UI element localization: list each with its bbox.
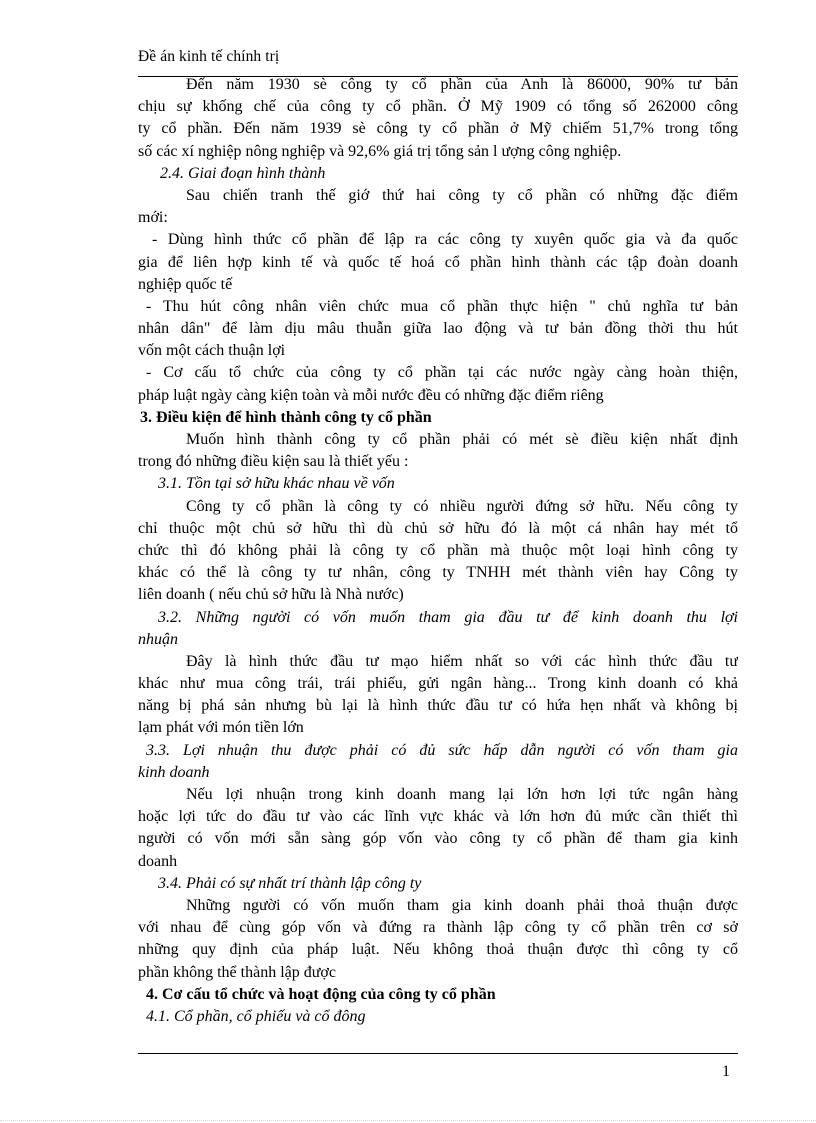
text-line: vốn một cách thuận lợi [138, 342, 286, 360]
text-line: Đây là hình thức đầu tư mạo hiểm nhất so với các hình thức đầu tư [186, 652, 738, 670]
subsection-heading: 2.4. Giai đoạn hình thành [160, 164, 326, 182]
text-line: - Dùng hình thức cổ phần để lập ra các công ty xuyên quốc gia và đa quốc [152, 231, 738, 249]
text-line: người có vốn mới sẵn sàng góp vốn vào công ty cổ phần để tham gia kinh [138, 830, 738, 848]
text-line: liên doanh ( nếu chủ sở hữu là Nhà nước) [138, 586, 404, 604]
subsection-heading: 3.2. Những người có vốn muốn tham gia đầu tư để kinh doanh thu lợi [158, 608, 738, 626]
text-line: trong đó những điều kiện sau là thiết yếu : [138, 453, 409, 471]
text-line: Đến năm 1930 sè công ty cổ phần của Anh là 86000, 90% tư bản [186, 76, 738, 93]
text-line: số các xí nghiệp nông nghiệp và 92,6% giá trị tổng sản l ượng công nghiệp. [138, 142, 622, 160]
text-line: chức thì đó không phải là công ty cổ phần mà thuộc một loại hình công ty [138, 541, 738, 559]
text-line: ty cổ phần. Đến năm 1939 sè công ty cổ phần ở Mỹ chiếm 51,7% trong tổng [138, 120, 738, 138]
subsection-heading: 4.1. Cổ phần, cổ phiếu và cổ đông [146, 1007, 366, 1025]
subsection-heading: 3.4. Phải có sự nhất trí thành lập công ty [158, 874, 422, 892]
text-line: gia để liên hợp kinh tế và quốc tế hoá cổ phần hình thành các tập đoàn doanh [138, 253, 738, 271]
subsection-heading: nhuận [138, 630, 178, 648]
text-line: khác như mua công trái, trái phiếu, gửi ngân hàng... Trong kinh doanh có khả [138, 675, 738, 693]
header-title: Đề án kinh tế chính trị [138, 48, 280, 65]
text-line: Nếu lợi nhuận trong kinh doanh mang lại lớn hơn lợi tức ngân hàng [186, 786, 738, 803]
text-line: pháp luật ngày càng kiện toàn và mỗi nước đều có những đặc điểm riêng [138, 386, 604, 404]
text-line: nhân dân" để làm dịu mâu thuẫn giữa lao động và tư bản đồng thời thu hút [138, 320, 738, 338]
footer-rule [138, 1053, 738, 1054]
text-line: - Thu hút công nhân viên chức mua cổ phần thực hiện " chủ nghĩa tư bản [146, 297, 738, 315]
text-line: lạm phát với món tiền lớn [138, 719, 304, 737]
section-heading: 3. Điều kiện để hình thành công ty cổ phần [140, 408, 432, 426]
text-line: Sau chiến tranh thế giớ thứ hai công ty cổ phần có những đặc điểm [186, 186, 738, 204]
text-line: Những người có vốn muốn tham gia kinh doanh phải thoả thuận được [186, 896, 738, 914]
text-line: Muốn hình thành công ty cổ phần phải có mét sè điều kiện nhất định [186, 431, 738, 448]
subsection-heading: 3.1. Tồn tại sở hữu khác nhau về vốn [158, 475, 395, 493]
body-text [138, 74, 738, 1028]
page-number: 1 [722, 1063, 730, 1080]
text-line: doanh [138, 852, 178, 870]
text-line: năng bị phá sản nhưng bù lại là hình thức đầu tư có hứa hẹn nhất và không bị [138, 697, 738, 715]
text-line: mới: [138, 209, 168, 227]
text-line: chịu sự khống chế của công ty cổ phần. Ở Mỹ 1909 có tổng số 262000 công [138, 98, 738, 116]
text-line: phần không thể thành lập được [138, 963, 336, 981]
subsection-heading: kinh doanh [138, 763, 210, 781]
text-line: Công ty cổ phần là công ty có nhiều người đứng sở hữu. Nếu công ty [186, 497, 738, 515]
text-line: - Cơ cấu tổ chức của công ty cổ phần tại các nước ngày càng hoàn thiện, [146, 364, 738, 382]
subsection-heading: 3.3. Lợi nhuận thu được phải có đủ sức hấp dẫn người có vốn tham gia [146, 741, 738, 759]
text-line: chỉ thuộc một chủ sở hữu thì dù chủ sở hữu đó là một cá nhân hay mét tổ [138, 519, 738, 537]
text-line: với nhau để cùng góp vốn và đứng ra thành lập công ty cổ phần trên cơ sở [138, 919, 738, 937]
text-line: nghiệp quốc tế [138, 275, 233, 293]
text-line: khác có thể là công ty tư nhân, công ty TNHH mét thành viên hay Công ty [138, 564, 738, 582]
text-line: những quy định của pháp luật. Nếu không thoả thuận được thì công ty cổ [138, 941, 738, 959]
page-edge [0, 1120, 816, 1121]
text-line: hoặc lợi tức do đầu tư vào các lĩnh vực khác và lớn hơn đủ mức cần thiết thì [138, 808, 738, 826]
section-heading: 4. Cơ cấu tổ chức và hoạt động của công ty cổ phần [146, 985, 496, 1003]
